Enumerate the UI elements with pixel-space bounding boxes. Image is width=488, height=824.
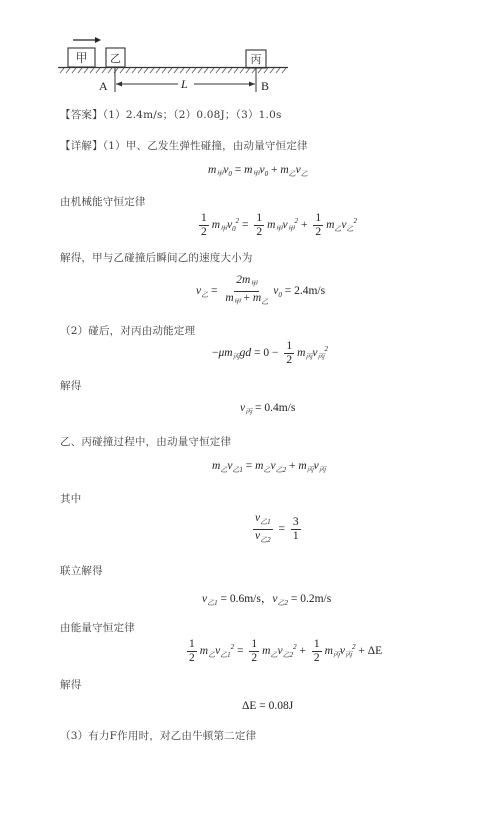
- equation-6: $m_乙v_{乙1} = m_乙v_{乙2} + m_丙v_丙$: [212, 460, 326, 474]
- equation-8: $v_{乙1} = 0.6m/s$，$v_{乙2} = 0.2m/s$: [202, 593, 332, 607]
- diagram: [0, 0, 488, 110]
- collision-line: 乙、丙碰撞过程中，由动量守恒定律: [60, 436, 232, 448]
- among-line: 其中: [60, 493, 82, 505]
- answer-line: 【答案】（1）2.4m/s；（2）0.08J；（3）1.0s: [60, 109, 282, 121]
- equation-4: $-\mu m_丙gd = 0$ − $\frac{1}{2}$ $m_丙v_丙^2$: [212, 340, 328, 366]
- velocity-arrowhead: [95, 37, 101, 43]
- block-yi-label: 乙: [110, 52, 121, 65]
- equation-5: $v_丙 = 0.4m/s$: [240, 402, 296, 416]
- label-b: B: [261, 79, 270, 93]
- block-bing-label: 丙: [250, 53, 262, 66]
- equation-1: $m_甲v_0 = m_甲v_0 + m_乙v_乙$: [208, 164, 308, 178]
- combine-line: 联立解得: [60, 565, 103, 577]
- detail-line: 【详解】（1）甲、乙发生弹性碰撞，由动量守恒定律: [60, 140, 308, 152]
- energy-cons-line: 由能量守恒定律: [60, 622, 135, 634]
- solve-speed-line: 解得，甲与乙碰撞后瞬间乙的速度大小为: [60, 252, 253, 264]
- ground-hatch: [60, 68, 286, 73]
- label-a: A: [99, 79, 108, 93]
- equation-7: $\frac{v_{乙1}}{v_{乙2}}$ = $\frac{3}{1}$: [255, 512, 299, 544]
- equation-3: $v_乙$ = $\frac{2m_甲}{m_甲 + m_乙}$ $v_0 = 2.4m/s$: [196, 274, 326, 306]
- label-l: L: [181, 77, 188, 91]
- mech-energy-line: 由机械能守恒定律: [60, 196, 146, 208]
- equation-2: $\frac{1}{2}$ $m_甲v_0^2$ = $\frac{1}{2}$ $m_甲v_甲^2$ + $\frac{1}{2}$ $m_乙v_乙^2$: [201, 212, 358, 238]
- block-jia-label: 甲: [75, 51, 88, 65]
- solve1-line: 解得: [60, 380, 82, 392]
- equation-9: $\frac{1}{2}$ $m_乙v_{乙1}^2$ = $\frac{1}{2}$ $m_乙v_{乙2}^2$ + $\frac{1}{2}$ $m_丙v_丙^2 + \Delta E$: [189, 638, 383, 664]
- part3-line: （3）有力F作用时，对乙由牛顿第二定律: [60, 730, 257, 742]
- part2-line: （2）碰后，对丙由动能定理: [60, 325, 196, 337]
- dimension-arrow-right: [249, 82, 255, 87]
- dimension-arrow-left: [116, 82, 122, 87]
- equation-10: ΔE = 0.08J: [242, 700, 294, 712]
- solve2-line: 解得: [60, 679, 82, 691]
